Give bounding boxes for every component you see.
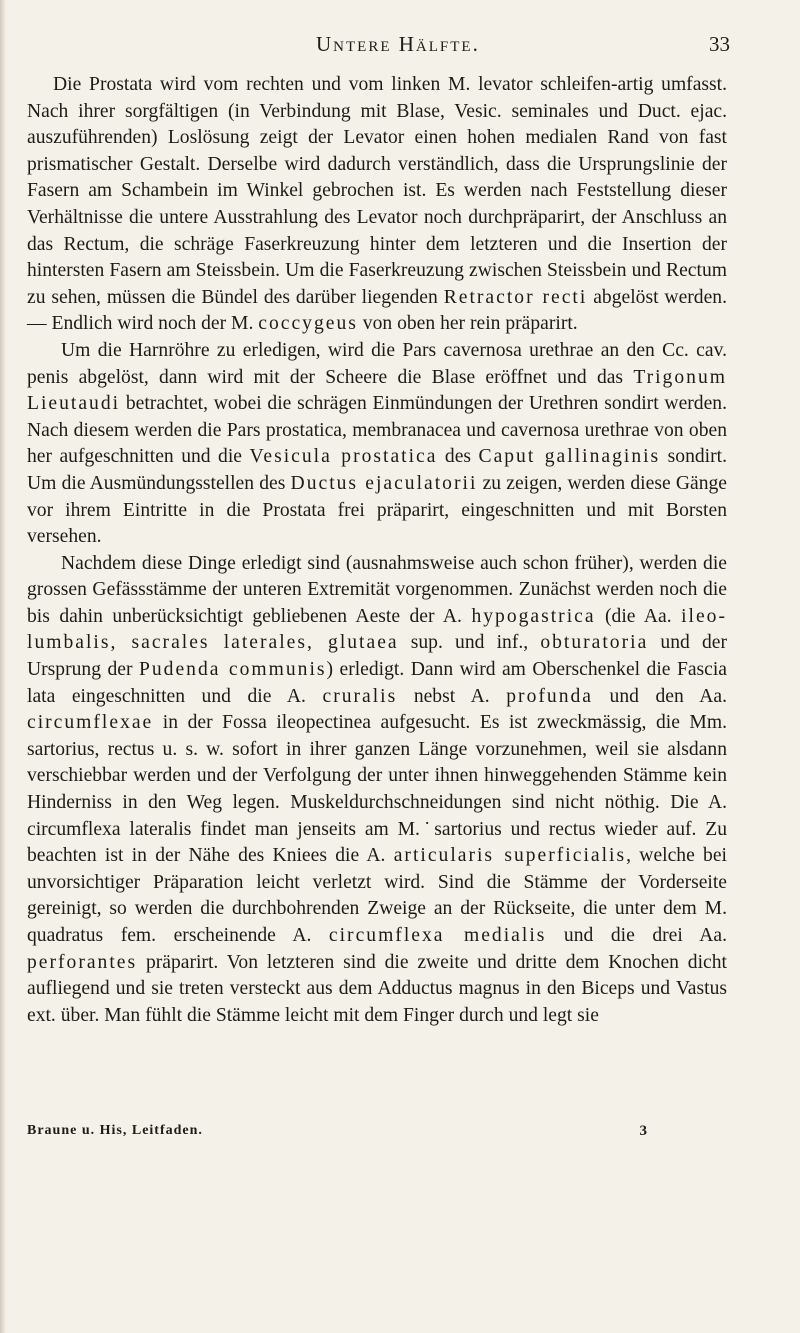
spaced-term: hypogastrica <box>471 605 596 627</box>
spaced-term: perforantes <box>27 951 138 973</box>
spaced-term: circumflexae <box>27 712 154 734</box>
text-run: ) erledigt. Dann wird am Oberschenkel die Fascia lata eingeschnitten und die A. <box>27 659 728 707</box>
text-run: Nachdem diese Dinge erledigt sind (ausnahmsweise auch schon früher), werden die grossen Gefässstämme der unteren Extremität vorgenommen. Zunächst werden noch die bis dahin unberücksichtigt gebliebenen Aeste der A. <box>27 552 727 627</box>
text-run: , welche bei unvorsichtiger Präparation leicht verletzt wird. Sind die Stämme der Vorderseite gereinigt, so werden die durchbohrenden Zweige an der Rückseite, die unter dem M. quadratus fem. erscheinende A. <box>27 845 727 946</box>
body-text <box>27 72 727 1029</box>
page-binding-edge <box>0 0 6 1333</box>
page-footer <box>27 1123 647 1145</box>
text-run: abgelöst werden. — Endlich wird noch der M. <box>27 286 727 335</box>
spaced-term: Pudenda communis <box>138 659 327 681</box>
sheet-signature-number: 3 <box>639 1123 647 1139</box>
text-run: nebst A. <box>397 685 507 707</box>
text-run: von oben her rein präparirt. <box>357 313 578 335</box>
spaced-term: coccygeus <box>258 313 358 335</box>
text-run: Um die Harnröhre zu erledigen, wird die Pars cavernosa urethrae an den Cc. cav. penis abgelöst, dann wird mit der Scheere die Blase eröffnet und das <box>27 339 727 388</box>
text-run: des <box>437 446 479 468</box>
text-run: Die Prostata wird vom rechten und vom linken M. levator schleifen-artig umfasst. Nach ihrer sorgfältigen (in Verbindung mit Blase, Vesic. seminales und Duct. ejac. auszuführenden) Loslösung zeigt der Levator einen hohen medialen Rand von fast prismatischer Gestalt. Derselbe wird dadurch verständlich, dass die Ursprungslinie der Fasern am Schambein im Winkel gebrochen ist. Es werden nach Feststellung dieser Verhältnisse die untere Ausstrahlung des Levator noch durchpräparirt, der Anschluss an das Rectum, die schräge Faserkreuzung hinter dem letzteren und die Insertion der hintersten Fasern am Steissbein. Um die Faserkreuzung zwischen Steissbein und Rectum zu sehen, müssen die Bündel des darüber liegenden <box>27 74 727 308</box>
page-number: 33 <box>709 32 730 56</box>
spaced-term: ileo-lumbalis, sacrales laterales, glutaea <box>27 605 727 654</box>
spaced-term: profunda <box>506 685 593 707</box>
spaced-term: articularis superficialis <box>393 845 627 867</box>
text-run: sup. und inf., <box>398 632 541 654</box>
text-run: sondirt. Um die Ausmündungsstellen des <box>27 446 727 494</box>
spaced-term: circumflexa medialis <box>328 925 547 946</box>
printer-signature: Braune u. His, Leitfaden. <box>27 1123 203 1138</box>
paragraph <box>27 72 727 338</box>
spaced-term: obturatoria <box>540 632 649 654</box>
text-run: betrachtet, wobei die schrägen Einmündungen der Urethren sondirt werden. Nach diesem werden die Pars prostatica, membranacea und cavernosa urethrae von oben her aufgeschnitten und die <box>27 393 727 468</box>
paragraph <box>27 551 727 1030</box>
text-run: in der Fossa ileopectinea aufgesucht. Es ist zweckmässig, die Mm. sartorius, rectus u. s. w. sofort in ihrer ganzen Länge vorzunehmen, weil sie alsdann verschiebbar werden und der Verfolgung der unter ihnen hinweggehenden Stämme kein Hinderniss in den Weg legen. Muskeldurchschneidungen sind nicht nöthig. Die A. circumflexa lateralis findet man jenseits am M.˙sartorius und rectus wieder auf. Zu beachten ist in der Nähe des Kniees die A. <box>27 712 727 867</box>
spaced-term: cruralis <box>322 685 398 707</box>
spaced-term: Ductus ejaculatorii <box>290 472 478 494</box>
spaced-term: Trigonum Lieutaudi <box>27 366 727 415</box>
spaced-term: Retractor recti <box>443 286 588 308</box>
paragraph <box>27 338 727 551</box>
text-run: (die Aa. <box>595 605 682 627</box>
running-title: Untere Hälfte. <box>316 32 480 56</box>
text-run: und den Aa. <box>592 685 727 707</box>
text-run: und der Ursprung der <box>27 632 728 681</box>
text-run: präparirt. Von letzteren sind die zweite und dritte dem Knochen dicht aufliegend und sie treten versteckt aus dem Adductus magnus in den Biceps und Vastus ext. über. Man fühlt die Stämme leicht mit dem Finger durch und legt sie <box>27 951 727 1026</box>
text-run: zu zeigen, werden diese Gänge vor ihrem Eintritte in die Prostata frei präparirt, eingeschnitten und mit Borsten versehen. <box>27 472 727 548</box>
spaced-term: Vesicula prostatica <box>249 446 438 468</box>
spaced-term: Caput gallinaginis <box>478 446 661 468</box>
page-header <box>270 32 730 58</box>
text-run: und die drei Aa. <box>546 925 727 946</box>
